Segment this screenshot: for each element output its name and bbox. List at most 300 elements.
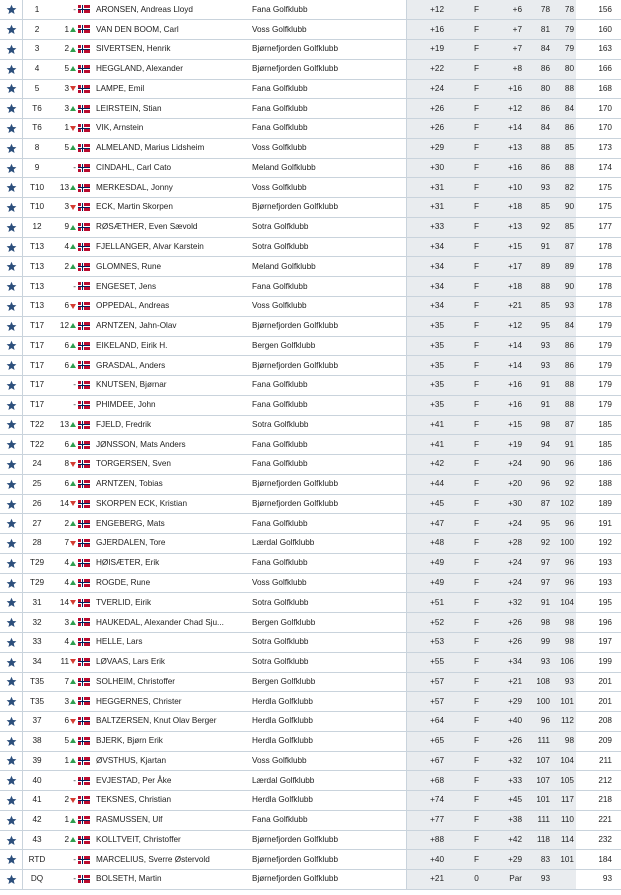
- favorite-star-icon[interactable]: [0, 198, 23, 218]
- movement-value: 6: [64, 439, 69, 449]
- round-2-score: 78: [552, 0, 576, 20]
- round-2-score: 80: [552, 59, 576, 79]
- movement-cell: [51, 395, 78, 415]
- player-name[interactable]: TVERLID, Eirik: [95, 593, 252, 613]
- total-to-par: +42: [407, 455, 454, 475]
- club-name: Fana Golfklubb: [252, 514, 407, 534]
- arrow-up-icon: [70, 185, 76, 190]
- favorite-star-icon[interactable]: [0, 593, 23, 613]
- round-1-score: 97: [524, 553, 552, 573]
- flag-cell: [78, 573, 95, 593]
- table-row[interactable]: [0, 771, 621, 791]
- table-row[interactable]: [0, 158, 621, 178]
- norway-flag-icon: [78, 579, 90, 587]
- player-name[interactable]: RØSÆTHER, Even Sævold: [95, 217, 252, 237]
- player-name[interactable]: JØNSSON, Mats Anders: [95, 435, 252, 455]
- favorite-star-icon[interactable]: [0, 277, 23, 297]
- table-row[interactable]: [0, 237, 621, 257]
- favorite-star-icon[interactable]: [0, 692, 23, 712]
- today-score: +15: [500, 237, 524, 257]
- position-cell: 26: [23, 494, 52, 514]
- favorite-star-icon[interactable]: [0, 751, 23, 771]
- flag-cell: [78, 79, 95, 99]
- club-name: Voss Golfklubb: [252, 296, 407, 316]
- total-strokes: 218: [576, 791, 621, 811]
- favorite-star-icon[interactable]: [0, 356, 23, 376]
- table-row[interactable]: [0, 395, 621, 415]
- position-cell: 2: [23, 20, 52, 40]
- table-row[interactable]: [0, 0, 621, 20]
- thru-cell: F: [453, 474, 500, 494]
- player-name[interactable]: BJERK, Bjørn Erik: [95, 731, 252, 751]
- position-cell: 9: [23, 158, 52, 178]
- arrow-up-icon: [70, 561, 76, 566]
- total-strokes: 212: [576, 771, 621, 791]
- total-strokes: 175: [576, 178, 621, 198]
- today-score: +21: [500, 296, 524, 316]
- table-row[interactable]: [0, 119, 621, 139]
- favorite-star-icon[interactable]: [0, 99, 23, 119]
- player-name[interactable]: MERKESDAL, Jonny: [95, 178, 252, 198]
- flag-cell: [78, 178, 95, 198]
- favorite-star-icon[interactable]: [0, 830, 23, 850]
- norway-flag-icon: [78, 302, 90, 310]
- arrow-up-icon: [70, 442, 76, 447]
- thru-cell: F: [453, 415, 500, 435]
- favorite-star-icon[interactable]: [0, 376, 23, 396]
- total-to-par: +65: [407, 731, 454, 751]
- player-name[interactable]: FJELLANGER, Alvar Karstein: [95, 237, 252, 257]
- table-row[interactable]: [0, 59, 621, 79]
- today-score: +21: [500, 672, 524, 692]
- arrow-up-icon: [70, 323, 76, 328]
- thru-cell: F: [453, 237, 500, 257]
- total-strokes: 179: [576, 356, 621, 376]
- table-row[interactable]: [0, 217, 621, 237]
- club-name: Bjørnefjorden Golfklubb: [252, 474, 407, 494]
- thru-cell: F: [453, 791, 500, 811]
- norway-flag-icon: [78, 184, 90, 192]
- total-strokes: 199: [576, 652, 621, 672]
- table-row[interactable]: [0, 79, 621, 99]
- player-name[interactable]: FJELD, Fredrik: [95, 415, 252, 435]
- player-name[interactable]: ARNTZEN, Tobias: [95, 474, 252, 494]
- player-name[interactable]: GRASDAL, Anders: [95, 356, 252, 376]
- round-2-score: 93: [552, 296, 576, 316]
- thru-cell: F: [453, 138, 500, 158]
- player-name[interactable]: ALMELAND, Marius Lidsheim: [95, 138, 252, 158]
- table-row[interactable]: [0, 850, 621, 870]
- favorite-star-icon[interactable]: [0, 810, 23, 830]
- favorite-star-icon[interactable]: [0, 178, 23, 198]
- arrow-up-icon: [70, 363, 76, 368]
- table-row[interactable]: [0, 40, 621, 60]
- favorite-star-icon[interactable]: [0, 415, 23, 435]
- favorite-star-icon[interactable]: [0, 237, 23, 257]
- favorite-star-icon[interactable]: [0, 395, 23, 415]
- total-to-par: +35: [407, 395, 454, 415]
- flag-cell: [78, 731, 95, 751]
- total-to-par: +26: [407, 119, 454, 139]
- favorite-star-icon[interactable]: [0, 652, 23, 672]
- movement-cell: [51, 474, 78, 494]
- club-name: Fana Golfklubb: [252, 277, 407, 297]
- player-name[interactable]: GLOMNES, Rune: [95, 257, 252, 277]
- table-row[interactable]: [0, 870, 621, 890]
- position-cell: 4: [23, 59, 52, 79]
- player-name[interactable]: HAUKEDAL, Alexander Chad Sju...: [95, 613, 252, 633]
- favorite-star-icon[interactable]: [0, 59, 23, 79]
- favorite-star-icon[interactable]: [0, 494, 23, 514]
- player-name[interactable]: HELLE, Lars: [95, 633, 252, 653]
- position-cell: 33: [23, 633, 52, 653]
- player-name[interactable]: RASMUSSEN, Ulf: [95, 810, 252, 830]
- player-name[interactable]: SKORPEN ECK, Kristian: [95, 494, 252, 514]
- round-1-score: 93: [524, 870, 552, 890]
- favorite-star-icon[interactable]: [0, 553, 23, 573]
- favorite-star-icon[interactable]: [0, 633, 23, 653]
- flag-cell: [78, 356, 95, 376]
- total-to-par: +34: [407, 257, 454, 277]
- movement-value: 13: [59, 182, 69, 192]
- round-1-score: 96: [524, 474, 552, 494]
- table-row[interactable]: [0, 613, 621, 633]
- table-row[interactable]: [0, 296, 621, 316]
- club-name: Meland Golfklubb: [252, 158, 407, 178]
- thru-cell: F: [453, 119, 500, 139]
- total-strokes: 189: [576, 494, 621, 514]
- round-1-score: 93: [524, 178, 552, 198]
- favorite-star-icon[interactable]: [0, 138, 23, 158]
- table-row[interactable]: [0, 731, 621, 751]
- norway-flag-icon: [78, 678, 90, 686]
- today-score: +16: [500, 79, 524, 99]
- round-2-score: 98: [552, 633, 576, 653]
- position-cell: T29: [23, 573, 52, 593]
- total-strokes: 173: [576, 138, 621, 158]
- thru-cell: F: [453, 395, 500, 415]
- player-name[interactable]: ENGEBERG, Mats: [95, 514, 252, 534]
- norway-flag-icon: [78, 263, 90, 271]
- table-row[interactable]: [0, 257, 621, 277]
- movement-value: -: [73, 281, 76, 291]
- player-name[interactable]: ARONSEN, Andreas Lloyd: [95, 0, 252, 20]
- movement-cell: [51, 672, 78, 692]
- total-to-par: +30: [407, 158, 454, 178]
- movement-value: -: [73, 874, 76, 884]
- round-1-score: 100: [524, 692, 552, 712]
- favorite-star-icon[interactable]: [0, 0, 23, 20]
- club-name: Bjørnefjorden Golfklubb: [252, 870, 407, 890]
- position-cell: T29: [23, 553, 52, 573]
- today-score: +16: [500, 158, 524, 178]
- favorite-star-icon[interactable]: [0, 316, 23, 336]
- player-name[interactable]: CINDAHL, Carl Cato: [95, 158, 252, 178]
- player-name[interactable]: SOLHEIM, Christoffer: [95, 672, 252, 692]
- movement-cell: [51, 99, 78, 119]
- table-row[interactable]: [0, 692, 621, 712]
- favorite-star-icon[interactable]: [0, 791, 23, 811]
- table-row[interactable]: [0, 198, 621, 218]
- total-strokes: 208: [576, 712, 621, 732]
- total-strokes: 193: [576, 553, 621, 573]
- table-row[interactable]: [0, 751, 621, 771]
- player-name[interactable]: VIK, Arnstein: [95, 119, 252, 139]
- movement-value: 2: [64, 834, 69, 844]
- movement-cell: [51, 791, 78, 811]
- thru-cell: F: [453, 613, 500, 633]
- player-name[interactable]: HØISÆTER, Erik: [95, 553, 252, 573]
- thru-cell: F: [453, 376, 500, 396]
- total-to-par: +47: [407, 514, 454, 534]
- club-name: Herdla Golfklubb: [252, 791, 407, 811]
- arrow-up-icon: [70, 27, 76, 32]
- flag-cell: [78, 336, 95, 356]
- table-row[interactable]: [0, 336, 621, 356]
- movement-cell: [51, 316, 78, 336]
- table-row[interactable]: [0, 277, 621, 297]
- favorite-star-icon[interactable]: [0, 514, 23, 534]
- round-1-score: 93: [524, 652, 552, 672]
- thru-cell: F: [453, 652, 500, 672]
- round-1-score: 111: [524, 810, 552, 830]
- player-name[interactable]: EIKELAND, Eirik H.: [95, 336, 252, 356]
- today-score: +40: [500, 712, 524, 732]
- table-row[interactable]: [0, 20, 621, 40]
- thru-cell: F: [453, 178, 500, 198]
- table-row[interactable]: [0, 593, 621, 613]
- position-cell: T22: [23, 435, 52, 455]
- favorite-star-icon[interactable]: [0, 672, 23, 692]
- favorite-star-icon[interactable]: [0, 613, 23, 633]
- thru-cell: F: [453, 514, 500, 534]
- flag-cell: [78, 237, 95, 257]
- table-row[interactable]: [0, 356, 621, 376]
- movement-value: 2: [64, 795, 69, 805]
- movement-value: -: [73, 775, 76, 785]
- player-name[interactable]: LAMPE, Emil: [95, 79, 252, 99]
- movement-cell: [51, 850, 78, 870]
- movement-value: -: [73, 380, 76, 390]
- round-2-score: 96: [552, 573, 576, 593]
- norway-flag-icon: [78, 401, 90, 409]
- favorite-star-icon[interactable]: [0, 119, 23, 139]
- player-name[interactable]: ENGESET, Jens: [95, 277, 252, 297]
- round-2-score: 88: [552, 158, 576, 178]
- round-2-score: 88: [552, 79, 576, 99]
- total-to-par: +57: [407, 692, 454, 712]
- total-to-par: +31: [407, 178, 454, 198]
- player-name[interactable]: ØVSTHUS, Kjartan: [95, 751, 252, 771]
- player-name[interactable]: TEKSNES, Christian: [95, 791, 252, 811]
- movement-value: 6: [64, 716, 69, 726]
- norway-flag-icon: [78, 361, 90, 369]
- table-row[interactable]: [0, 830, 621, 850]
- arrow-up-icon: [70, 620, 76, 625]
- player-name[interactable]: LØVAAS, Lars Erik: [95, 652, 252, 672]
- player-name[interactable]: OPPEDAL, Andreas: [95, 296, 252, 316]
- table-row[interactable]: [0, 455, 621, 475]
- table-row[interactable]: [0, 474, 621, 494]
- total-strokes: 178: [576, 296, 621, 316]
- round-1-score: 80: [524, 79, 552, 99]
- favorite-star-icon[interactable]: [0, 573, 23, 593]
- favorite-star-icon[interactable]: [0, 455, 23, 475]
- arrow-down-icon: [70, 462, 76, 467]
- total-strokes: 211: [576, 751, 621, 771]
- table-row[interactable]: [0, 415, 621, 435]
- player-name[interactable]: EVJESTAD, Per Åke: [95, 771, 252, 791]
- norway-flag-icon: [78, 25, 90, 33]
- favorite-star-icon[interactable]: [0, 40, 23, 60]
- club-name: Bjørnefjorden Golfklubb: [252, 850, 407, 870]
- movement-cell: [51, 237, 78, 257]
- player-name[interactable]: ECK, Martin Skorpen: [95, 198, 252, 218]
- club-name: Fana Golfklubb: [252, 553, 407, 573]
- favorite-star-icon[interactable]: [0, 712, 23, 732]
- club-name: Bergen Golfklubb: [252, 613, 407, 633]
- club-name: Herdla Golfklubb: [252, 731, 407, 751]
- player-name[interactable]: ARNTZEN, Jahn-Olav: [95, 316, 252, 336]
- arrow-up-icon: [70, 106, 76, 111]
- player-name[interactable]: ROGDE, Rune: [95, 573, 252, 593]
- position-cell: 27: [23, 514, 52, 534]
- round-1-score: 95: [524, 316, 552, 336]
- flag-cell: [78, 771, 95, 791]
- movement-value: 12: [59, 321, 69, 331]
- round-2-score: 91: [552, 435, 576, 455]
- thru-cell: F: [453, 455, 500, 475]
- arrow-up-icon: [70, 47, 76, 52]
- round-2-score: 90: [552, 277, 576, 297]
- today-score: +26: [500, 731, 524, 751]
- favorite-star-icon[interactable]: [0, 435, 23, 455]
- arrow-up-icon: [70, 225, 76, 230]
- player-name[interactable]: GJERDALEN, Tore: [95, 534, 252, 554]
- table-row[interactable]: [0, 672, 621, 692]
- player-name[interactable]: LEIRSTEIN, Stian: [95, 99, 252, 119]
- table-row[interactable]: [0, 810, 621, 830]
- movement-cell: [51, 712, 78, 732]
- table-row[interactable]: [0, 494, 621, 514]
- total-to-par: +45: [407, 494, 454, 514]
- norway-flag-icon: [78, 223, 90, 231]
- round-2-score: 101: [552, 850, 576, 870]
- total-to-par: +35: [407, 376, 454, 396]
- total-to-par: +31: [407, 198, 454, 218]
- player-name[interactable]: PHIMDEE, John: [95, 395, 252, 415]
- total-strokes: 175: [576, 198, 621, 218]
- player-name[interactable]: TORGERSEN, Sven: [95, 455, 252, 475]
- round-1-score: 93: [524, 336, 552, 356]
- favorite-star-icon[interactable]: [0, 771, 23, 791]
- round-2-score: 104: [552, 751, 576, 771]
- thru-cell: F: [453, 633, 500, 653]
- table-row[interactable]: [0, 316, 621, 336]
- table-row[interactable]: [0, 376, 621, 396]
- norway-flag-icon: [78, 875, 90, 883]
- movement-cell: [51, 376, 78, 396]
- favorite-star-icon[interactable]: [0, 731, 23, 751]
- player-name[interactable]: KOLLTVEIT, Christoffer: [95, 830, 252, 850]
- club-name: Bjørnefjorden Golfklubb: [252, 356, 407, 376]
- favorite-star-icon[interactable]: [0, 20, 23, 40]
- table-row[interactable]: [0, 99, 621, 119]
- favorite-star-icon[interactable]: [0, 850, 23, 870]
- position-cell: T6: [23, 99, 52, 119]
- player-name[interactable]: KNUTSEN, Bjørnar: [95, 376, 252, 396]
- table-row[interactable]: [0, 712, 621, 732]
- today-score: +24: [500, 514, 524, 534]
- player-name[interactable]: HEGGLAND, Alexander: [95, 59, 252, 79]
- favorite-star-icon[interactable]: [0, 257, 23, 277]
- round-1-score: 88: [524, 277, 552, 297]
- total-to-par: +21: [407, 870, 454, 890]
- table-row[interactable]: [0, 435, 621, 455]
- player-name[interactable]: BALTZERSEN, Knut Olav Berger: [95, 712, 252, 732]
- arrow-down-icon: [70, 86, 76, 91]
- table-row[interactable]: [0, 534, 621, 554]
- player-name[interactable]: BOLSETH, Martin: [95, 870, 252, 890]
- table-row[interactable]: [0, 573, 621, 593]
- player-name[interactable]: MARCELIUS, Sverre Østervold: [95, 850, 252, 870]
- table-row[interactable]: [0, 652, 621, 672]
- round-1-score: 88: [524, 138, 552, 158]
- flag-cell: [78, 138, 95, 158]
- flag-cell: [78, 395, 95, 415]
- favorite-star-icon[interactable]: [0, 336, 23, 356]
- favorite-star-icon[interactable]: [0, 870, 23, 890]
- thru-cell: F: [453, 830, 500, 850]
- table-row[interactable]: [0, 138, 621, 158]
- table-row[interactable]: [0, 791, 621, 811]
- table-row[interactable]: [0, 514, 621, 534]
- player-name[interactable]: HEGGERNES, Christer: [95, 692, 252, 712]
- table-row[interactable]: [0, 633, 621, 653]
- position-cell: 3: [23, 40, 52, 60]
- favorite-star-icon[interactable]: [0, 296, 23, 316]
- favorite-star-icon[interactable]: [0, 474, 23, 494]
- round-2-score: 79: [552, 40, 576, 60]
- total-strokes: 93: [576, 870, 621, 890]
- favorite-star-icon[interactable]: [0, 158, 23, 178]
- favorite-star-icon[interactable]: [0, 534, 23, 554]
- total-to-par: +53: [407, 633, 454, 653]
- player-name[interactable]: SIVERTSEN, Henrik: [95, 40, 252, 60]
- movement-cell: [51, 810, 78, 830]
- table-row[interactable]: [0, 553, 621, 573]
- position-cell: T10: [23, 198, 52, 218]
- club-name: Herdla Golfklubb: [252, 692, 407, 712]
- favorite-star-icon[interactable]: [0, 217, 23, 237]
- total-strokes: 188: [576, 474, 621, 494]
- table-row[interactable]: [0, 178, 621, 198]
- movement-cell: [51, 277, 78, 297]
- total-strokes: 185: [576, 415, 621, 435]
- position-cell: T13: [23, 296, 52, 316]
- norway-flag-icon: [78, 105, 90, 113]
- favorite-star-icon[interactable]: [0, 79, 23, 99]
- total-to-par: +41: [407, 415, 454, 435]
- club-name: Sotra Golfklubb: [252, 633, 407, 653]
- total-strokes: 232: [576, 830, 621, 850]
- total-to-par: +51: [407, 593, 454, 613]
- today-score: +12: [500, 99, 524, 119]
- player-name[interactable]: VAN DEN BOOM, Carl: [95, 20, 252, 40]
- total-to-par: +49: [407, 553, 454, 573]
- round-2-score: 102: [552, 494, 576, 514]
- flag-cell: [78, 198, 95, 218]
